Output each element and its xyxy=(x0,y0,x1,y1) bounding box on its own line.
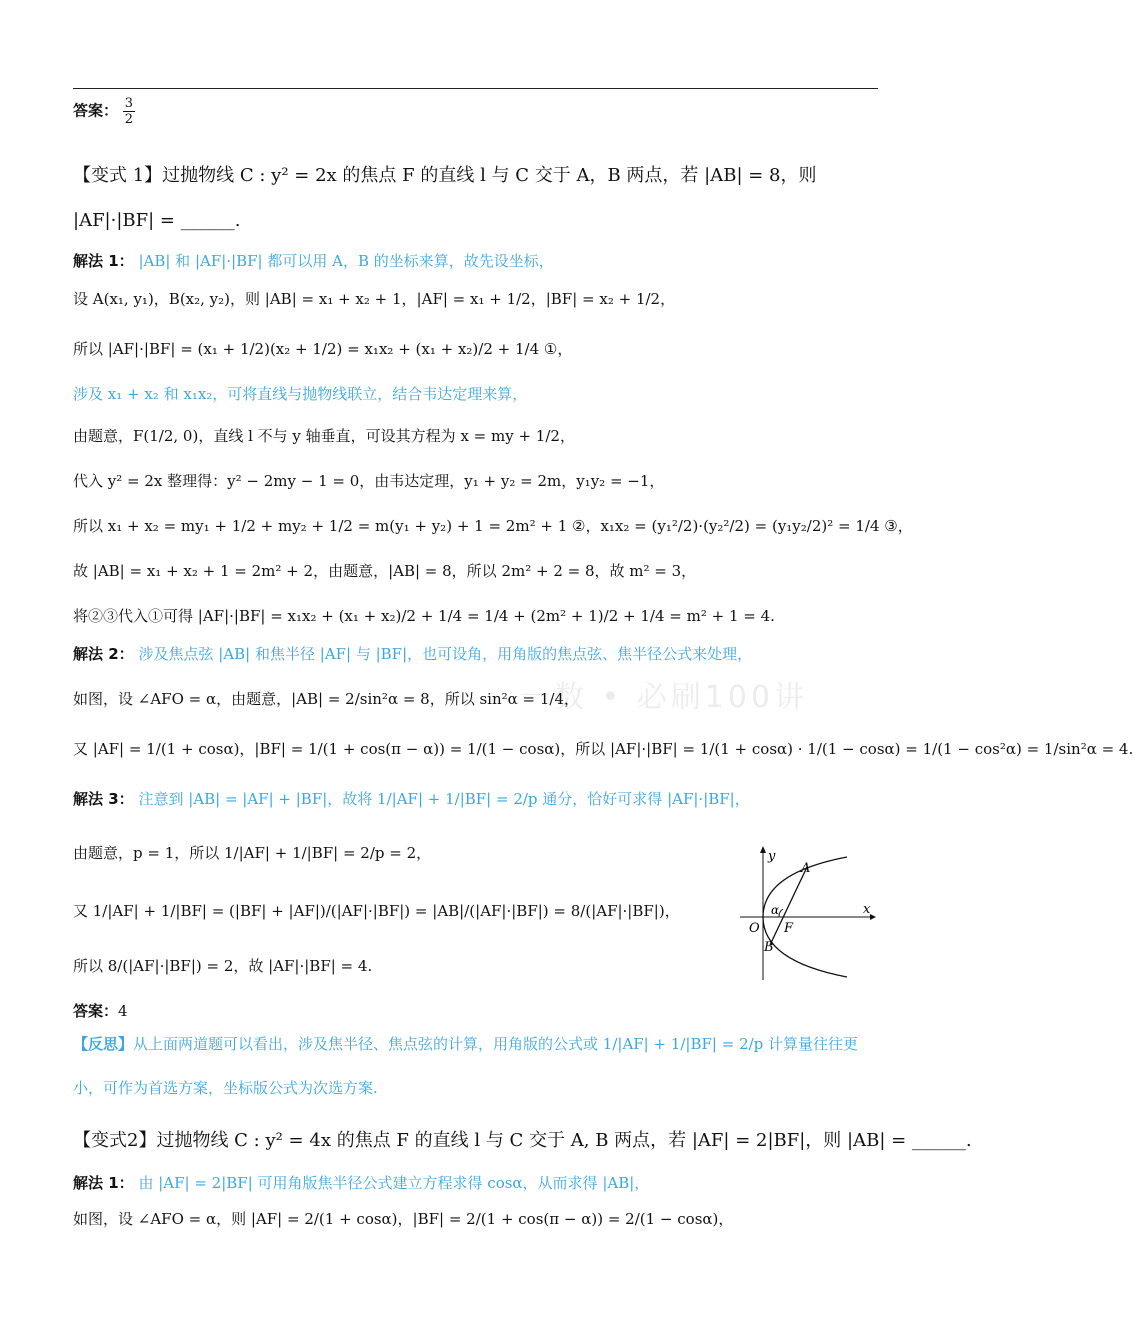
method-2-hint: 涉及焦点弦 |AB| 和焦半径 |AF| 与 |BF|，也可设角，用角版的焦点弦、焦半径公式来处理， xyxy=(138,645,753,663)
method-1-hint-2: 涉及 x₁ + x₂ 和 x₁x₂，可将直线与抛物线联立，结合韦达定理来算， xyxy=(73,385,528,403)
origin-label: O xyxy=(749,921,760,936)
top-rule xyxy=(73,88,878,89)
reflection-line-1: 【反思】从上面两道题可以看出，涉及焦半径、焦点弦的计算，用角版的公式或 1/|AF| + 1/|BF| = 2/p 计算量往往更 xyxy=(73,1035,859,1053)
method-3-hint: 注意到 |AB| = |AF| + |BF|，故将 1/|AF| + 1/|BF| = 2/p 通分，恰好可求得 |AF|·|BF|， xyxy=(138,790,750,808)
method-3-line-1: 由题意，p = 1，所以 1/|AF| + 1/|BF| = 2/p = 2， xyxy=(73,844,432,862)
x-label: x xyxy=(863,902,871,917)
method-1-line-7: 将②③代入①可得 |AF|·|BF| = x₁x₂ + (x₁ + x₂)/2 + 1/4 = 1/4 + (2m² + 1)/2 + 1/4 = m² + 1 = 4. xyxy=(73,607,775,625)
x-axis-arrow xyxy=(870,914,876,920)
method-2-line-2: 又 |AF| = 1/(1 + cosα)，|BF| = 1/(1 + cos(π − α)) = 1/(1 − cosα)，所以 |AF|·|BF| = 1/(1 + cosα) · 1/(1 − cosα) = 1/(1 − cos²α) = 1/sin²α = 4. xyxy=(73,740,1133,758)
method-3-line-3: 所以 8/(|AF|·|BF|) = 2，故 |AF|·|BF| = 4. xyxy=(73,957,373,975)
method-1-hint: |AB| 和 |AF|·|BF| 都可以用 A，B 的坐标来算，故先设坐标， xyxy=(138,252,554,270)
y-label: y xyxy=(768,849,776,864)
method-1-line-4: 代入 y² = 2x 整理得：y² − 2my − 1 = 0，由韦达定理，y₁ + y₂ = 2m，y₁y₂ = −1， xyxy=(73,472,665,490)
method-3-line-2: 又 1/|AF| + 1/|BF| = (|BF| + |AF|)/(|AF|·|BF|) = |AB|/(|AF|·|BF|) = 8/(|AF|·|BF|)， xyxy=(73,902,680,920)
variant-2-hint: 由 |AF| = 2|BF| 可用角版焦半径公式建立方程求得 cosα，从而求得 |AB|， xyxy=(138,1174,650,1192)
method-1-line-5: 所以 x₁ + x₂ = my₁ + 1/2 + my₂ + 1/2 = m(y₁ + y₂) + 1 = 2m² + 1 ②，x₁x₂ = (y₁²/2)·(y₂²/2) = (y₁y₂/2)² = 1/4 ③， xyxy=(73,517,913,535)
watermark: 一数 • 必刷100讲 xyxy=(520,680,809,715)
method-1-hint-line: 解法 1： |AB| 和 |AF|·|BF| 都可以用 A，B 的坐标来算，故先设坐标， xyxy=(73,252,554,270)
method-1-line-6: 故 |AB| = x₁ + x₂ + 1 = 2m² + 2，由题意，|AB| = 8，所以 2m² + 2 = 8，故 m² = 3， xyxy=(73,562,697,580)
variant-2-line-1: 如图，设 ∠AFO = α，则 |AF| = 2/(1 + cosα)，|BF| = 2/(1 + cos(π − α)) = 2/(1 − cosα)， xyxy=(73,1210,734,1228)
method-3-hint-line: 解法 3： 注意到 |AB| = |AF| + |BF|，故将 1/|AF| + 1/|BF| = 2/p 通分，恰好可求得 |AF|·|BF|， xyxy=(73,790,750,808)
point-b-label: B xyxy=(764,940,774,955)
variant-2-hint-line: 解法 1： 由 |AF| = 2|BF| 可用角版焦半径公式建立方程求得 cosα，从而求得 |AB|， xyxy=(73,1174,650,1192)
parabola-figure xyxy=(735,843,878,983)
method-1-line-3: 由题意，F(1/2, 0)，直线 l 不与 y 轴垂直，可设其方程为 x = my + 1/2， xyxy=(73,427,575,445)
alpha-arc xyxy=(779,909,783,917)
method-1-line-1: 设 A(x₁, y₁)，B(x₂, y₂)，则 |AB| = x₁ + x₂ + 1，|AF| = x₁ + 1/2，|BF| = x₂ + 1/2， xyxy=(73,290,676,308)
variant-1-title-cont: |AF|·|BF| = ______. xyxy=(73,210,241,231)
focus-label: F xyxy=(784,921,794,936)
method-2-hint-line: 解法 2： 涉及焦点弦 |AB| 和焦半径 |AF| 与 |BF|，也可设角，用角版的焦点弦、焦半径公式来处理， xyxy=(73,645,753,663)
answer-1: 答案： $\frac{3}{2}$ xyxy=(73,96,134,127)
answer-2: 答案：4 xyxy=(73,1002,128,1020)
variant-1-title: 【变式 1】过抛物线 C : y² = 2x 的焦点 F 的直线 l 与 C 交于 A，B 两点，若 |AB| = 8，则 xyxy=(73,165,817,186)
point-a-label: A xyxy=(801,861,811,876)
method-1-line-2: 所以 |AF|·|BF| = (x₁ + 1/2)(x₂ + 1/2) = x₁x₂ + (x₁ + x₂)/2 + 1/4 ①， xyxy=(73,340,573,358)
method-2-line-1: 如图，设 ∠AFO = α，由题意，|AB| = 2/sin²α = 8，所以 sin²α = 1/4， xyxy=(73,690,580,708)
reflection-line-2: 小，可作为首选方案，坐标版公式为次选方案. xyxy=(73,1079,378,1097)
alpha-label: α xyxy=(771,903,780,917)
variant-2-title: 【变式2】过抛物线 C : y² = 4x 的焦点 F 的直线 l 与 C 交于 A, B 两点，若 |AF| = 2|BF|，则 |AB| = ______. xyxy=(73,1130,972,1151)
y-axis-arrow xyxy=(760,846,766,853)
answer-1-fraction: $\frac{3}{2}$ xyxy=(124,96,134,127)
